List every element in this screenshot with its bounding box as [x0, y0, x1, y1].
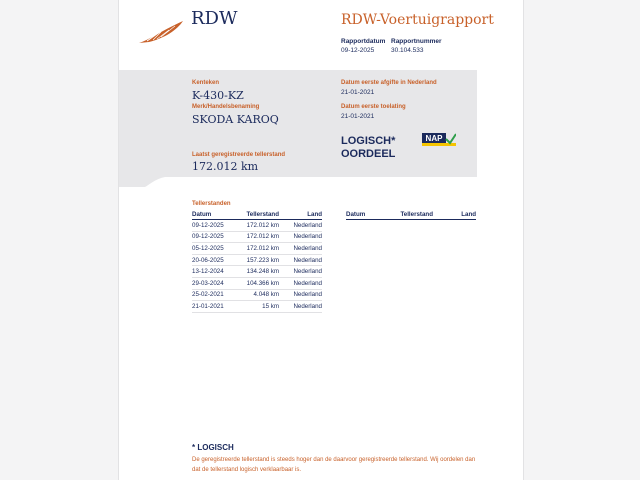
table-row: [192, 277, 322, 289]
report-date: [341, 37, 385, 55]
cell-country: Nederland: [279, 220, 322, 232]
cell-reading: 15 km: [242, 301, 279, 313]
readings-header-row: [192, 210, 322, 220]
col-reading: Tellerstand: [396, 210, 433, 220]
cell-date: 13-12-2024: [192, 266, 242, 278]
cell-reading: 4.048 km: [242, 289, 279, 301]
plate-label: Kenteken: [192, 80, 220, 86]
table-row: [192, 254, 322, 266]
cell-date: 25-02-2021: [192, 289, 242, 301]
col-date: Datum: [346, 210, 396, 220]
cell-date: 29-03-2024: [192, 277, 242, 289]
make-label: Merk/Handelsbenaming: [192, 104, 260, 110]
table-row: [192, 231, 322, 243]
table-row: [192, 266, 322, 278]
cell-reading: 172.012 km: [242, 220, 279, 232]
cell-country: Nederland: [279, 277, 322, 289]
verdict: [341, 135, 395, 161]
verdict-line2: OORDEEL: [341, 148, 396, 160]
table-row: [192, 220, 322, 232]
cell-country: Nederland: [279, 289, 322, 301]
table-row: [192, 301, 322, 313]
col-country: Land: [279, 210, 322, 220]
report-page: [118, 0, 524, 480]
panel-notch: [119, 177, 165, 187]
cell-reading: 172.012 km: [242, 231, 279, 243]
table-row: [192, 243, 322, 255]
first-admission-value: 21-01-2021: [341, 113, 375, 120]
verdict-line1: LOGISCH*: [341, 135, 396, 147]
col-date: Datum: [192, 210, 242, 220]
report-date-value: 09-12-2025: [341, 47, 375, 54]
first-admission-label: Datum eerste toelating: [341, 104, 406, 110]
cell-country: Nederland: [279, 243, 322, 255]
cell-date: 20-06-2025: [192, 254, 242, 266]
col-country: Land: [433, 210, 476, 220]
cell-reading: 104.366 km: [242, 277, 279, 289]
footnote-text: De geregistreerde tellerstand is steeds hoger dan de daarvoor geregistreerde tellerstand. Wij oordelen dan dat de tellerstand logisch verklaarbaar is.: [192, 457, 476, 473]
report-number-label: Rapportnummer: [391, 38, 442, 45]
brand-name: RDW: [191, 8, 238, 29]
readings-table: [192, 210, 322, 313]
cell-reading: 157.223 km: [242, 254, 279, 266]
odometer-label: Laatst geregistreerde tellerstand: [192, 152, 286, 158]
report-number: [391, 37, 442, 55]
first-issue-label: Datum eerste afgifte in Nederland: [341, 80, 437, 86]
report-date-label: Rapportdatum: [341, 38, 386, 45]
cell-date: 21-01-2021: [192, 301, 242, 313]
cell-date: 05-12-2025: [192, 243, 242, 255]
nap-badge-text: NAP: [425, 134, 443, 143]
cell-country: Nederland: [279, 231, 322, 243]
footnote-title: * LOGISCH: [192, 443, 234, 452]
cell-reading: 134.248 km: [242, 266, 279, 278]
readings-title: Tellerstanden: [192, 201, 231, 207]
report-number-value: 30.104.533: [391, 47, 424, 54]
col-reading: Tellerstand: [242, 210, 279, 220]
cell-country: Nederland: [279, 301, 322, 313]
first-issue-value: 21-01-2021: [341, 89, 375, 96]
readings-header-row: [346, 210, 476, 220]
nap-logo-icon: [422, 133, 456, 147]
make-value: SKODA KAROQ: [192, 113, 279, 126]
cell-reading: 172.012 km: [242, 243, 279, 255]
plate-value: K-430-KZ: [192, 89, 244, 102]
cell-country: Nederland: [279, 266, 322, 278]
cell-date: 09-12-2025: [192, 231, 242, 243]
odometer-value: 172.012 km: [192, 160, 259, 173]
vehicle-panel: [119, 70, 477, 177]
report-title: RDW-Voertuigrapport: [341, 12, 494, 28]
readings-table-right: [346, 210, 476, 220]
cell-date: 09-12-2025: [192, 220, 242, 232]
cell-country: Nederland: [279, 254, 322, 266]
table-row: [192, 289, 322, 301]
rdw-logo-icon: [137, 18, 185, 46]
